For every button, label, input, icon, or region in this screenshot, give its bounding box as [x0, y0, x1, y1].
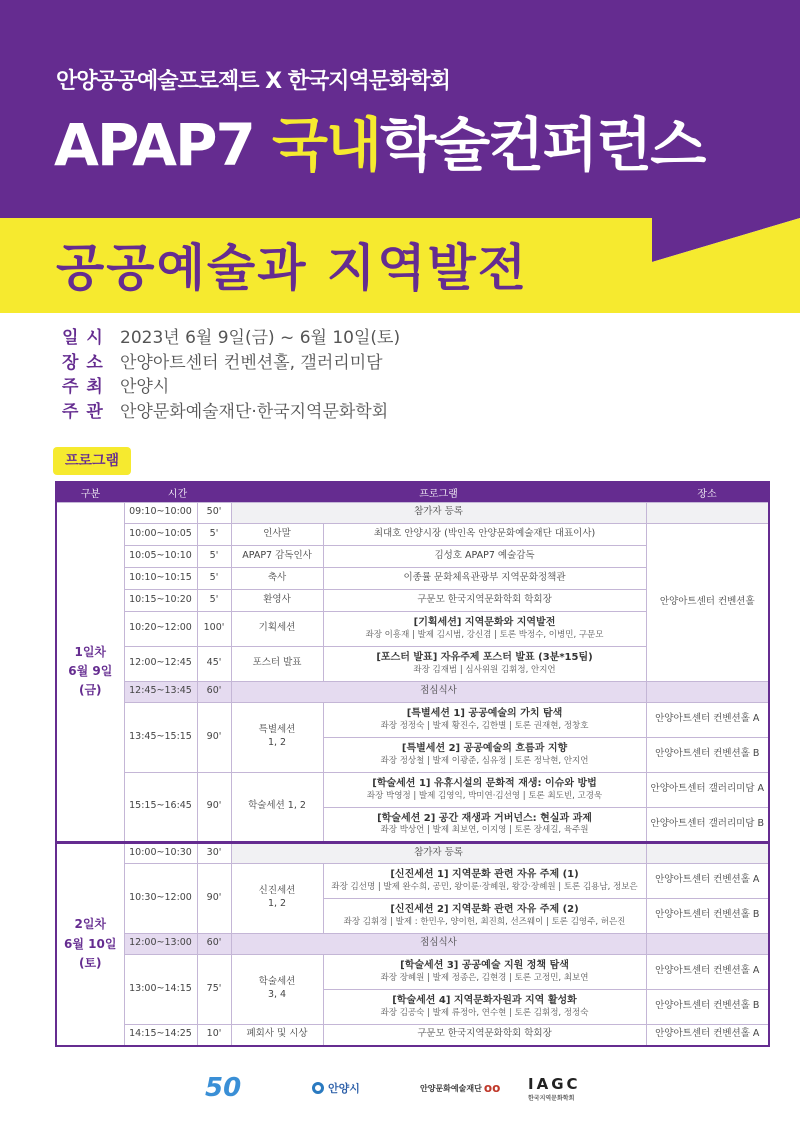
session-title: [학술세션 3] 공공예술 지원 정책 탐색	[400, 960, 569, 972]
header-division: 구분	[56, 482, 124, 502]
duration-cell: 45'	[197, 646, 231, 681]
time-cell: 13:00~14:15	[124, 954, 197, 1024]
session-title: [신진세션 1] 지역문화 관련 자유 주제 (1)	[390, 869, 579, 881]
session-title: 최대호 안양시장 (박인옥 안양문화예술재단 대표이사)	[373, 527, 596, 539]
lunch-row	[56, 681, 769, 702]
session-detail: 좌장 김재범 | 심사위원 김휘정, 안지언	[413, 664, 556, 675]
event-subtitle: 안양공공예술프로젝트 X 한국지역문화학회	[56, 69, 450, 94]
table-row	[56, 772, 769, 807]
session-title: 구문모 한국지역문화학회 학회장	[417, 593, 552, 605]
day-label-line: 1일차	[74, 644, 107, 659]
session-detail: 좌장 이흥재 | 발제 김시범, 강신겸 | 토론 박정수, 이병민, 구문모	[365, 629, 604, 640]
info-date: 일시 2023년 6월 9일(금) ~ 6월 10일(토)	[62, 328, 401, 348]
program-table	[55, 481, 770, 1047]
time-cell: 10:00~10:05	[124, 523, 197, 545]
table-row	[56, 523, 769, 545]
session-title: 이종률 문화체육관광부 지역문화정책관	[403, 571, 566, 583]
session-title: [신진세션 2] 지역문화 관련 자유 주제 (2)	[390, 904, 579, 916]
table-header	[56, 482, 769, 502]
venue-cell	[646, 933, 769, 954]
iagc-logo: IAGC 한국지역문화학회	[528, 1074, 581, 1102]
anyang-city-logo: 안양시	[312, 1070, 360, 1106]
venue-cell: 안양아트센터 컨벤션홀 A	[646, 954, 769, 989]
duration-cell: 90'	[197, 772, 231, 842]
time-cell: 10:20~12:00	[124, 611, 197, 646]
session-title: 구문모 한국지역문화학회 학회장	[417, 1028, 552, 1040]
lunch-cell: 점심식사	[231, 681, 646, 702]
venue-cell	[646, 842, 769, 863]
time-cell: 12:45~13:45	[124, 681, 197, 702]
duration-cell: 5'	[197, 523, 231, 545]
session-title: [포스터 발표] 자유주제 포스터 발표 (3분*15팀)	[376, 652, 593, 664]
session-detail: 좌장 박상언 | 발제 최보연, 이지영 | 토론 장세길, 육주원	[380, 825, 589, 836]
session-title: [특별세션 2] 공공예술의 흐름과 지향	[401, 743, 568, 755]
venue-cell: 안양아트센터 컨벤션홀 B	[646, 737, 769, 772]
day-label-line: (금)	[78, 683, 102, 698]
duration-cell: 5'	[197, 545, 231, 567]
time-cell: 10:00~10:30	[124, 842, 197, 863]
venue-cell: 안양아트센터 컨벤션홀 B	[646, 898, 769, 933]
venue-cell: 안양아트센터 갤러리미담 B	[646, 807, 769, 842]
time-cell: 12:00~13:00	[124, 933, 197, 954]
lunch-row	[56, 933, 769, 954]
duration-cell: 60'	[197, 681, 231, 702]
theme-title: 공공예술과 지역발전	[56, 239, 529, 297]
category-cell: APAP7 감독인사	[231, 545, 323, 567]
table-row	[56, 702, 769, 737]
session-title: [학술세션 2] 공간 재생과 거버넌스: 현실과 과제	[377, 812, 592, 824]
session-cell	[323, 863, 646, 898]
day-label-line: 2일차	[74, 917, 107, 932]
session-cell	[323, 898, 646, 933]
session-cell	[323, 611, 646, 646]
venue-cell: 안양아트센터 컨벤션홀 A	[646, 702, 769, 737]
session-cell	[323, 772, 646, 807]
foundation-logo: 안양문화예술재단 oo	[420, 1081, 501, 1095]
time-cell: 09:10~10:00	[124, 502, 197, 523]
duration-cell: 5'	[197, 567, 231, 589]
category-cell: 신진세션 1, 2	[231, 863, 323, 933]
program-badge: 프로그램	[53, 447, 131, 475]
day-label-line: 6월 9일	[68, 663, 113, 678]
duration-cell: 50'	[197, 502, 231, 523]
session-cell	[323, 807, 646, 842]
time-cell: 13:45~15:15	[124, 702, 197, 772]
duration-cell: 60'	[197, 933, 231, 954]
session-title: [학술세션 4] 지역문화자원과 지역 활성화	[392, 995, 577, 1007]
day-label	[56, 842, 124, 1046]
time-cell: 10:15~10:20	[124, 589, 197, 611]
session-cell	[323, 989, 646, 1024]
venue-cell: 안양아트센터 컨벤션홀 B	[646, 989, 769, 1024]
duration-cell: 90'	[197, 863, 231, 933]
time-cell: 12:00~12:45	[124, 646, 197, 681]
info-organizer: 주관 안양문화예술재단·한국지역문화학회	[62, 401, 389, 422]
day-label-line: (토)	[78, 955, 102, 970]
duration-cell: 75'	[197, 954, 231, 1024]
duration-cell: 90'	[197, 702, 231, 772]
session-cell	[323, 737, 646, 772]
session-detail: 좌장 박영정 | 발제 김영익, 박미연·김선영 | 토론 최도빈, 고경욱	[366, 790, 603, 801]
time-cell: 10:05~10:10	[124, 545, 197, 567]
duration-cell: 5'	[197, 589, 231, 611]
info-host: 주최 안양시	[62, 377, 170, 397]
info-venue: 장소 안양아트센터 컨벤션홀, 갤러리미담	[62, 352, 383, 373]
registration-cell: 참가자 등록	[231, 502, 646, 523]
header-time: 시간	[124, 482, 231, 502]
header-program: 프로그램	[231, 482, 646, 502]
time-cell: 10:10~10:15	[124, 567, 197, 589]
registration-row	[56, 842, 769, 863]
category-cell: 학술세션 3, 4	[231, 954, 323, 1024]
duration-cell: 30'	[197, 842, 231, 863]
session-detail: 좌장 정상철 | 발제 이광준, 심유정 | 토론 정낙현, 안지언	[380, 755, 589, 766]
category-cell: 포스터 발표	[231, 646, 323, 681]
session-title: 김성호 APAP7 예술감독	[434, 549, 535, 561]
title-conference: 학술컨퍼런스	[380, 111, 705, 179]
table-row	[56, 863, 769, 898]
category-cell: 기획세션	[231, 611, 323, 646]
session-detail: 좌장 김선명 | 발제 완수희, 공민, 왕이룬·장혜원, 왕강·장혜원 | 토론 김용남, 정보은	[331, 881, 638, 892]
session-cell	[323, 954, 646, 989]
category-cell: 특별세션 1, 2	[231, 702, 323, 772]
table-row	[56, 954, 769, 989]
header-venue: 장소	[646, 482, 769, 502]
day-label	[56, 502, 124, 842]
event-title	[54, 98, 704, 182]
duration-cell: 10'	[197, 1024, 231, 1046]
time-cell: 14:15~14:25	[124, 1024, 197, 1046]
duration-cell: 100'	[197, 611, 231, 646]
category-cell: 폐회사 및 시상	[231, 1024, 323, 1046]
session-detail: 좌장 정정숙 | 발제 황진수, 김한별 | 토론 권재현, 정창호	[380, 720, 589, 731]
session-title: [기획세션] 지역문화와 지역발전	[413, 617, 556, 629]
session-cell	[323, 1024, 646, 1046]
session-cell	[323, 567, 646, 589]
session-cell	[323, 545, 646, 567]
anniversary-logo: 50	[205, 1073, 242, 1103]
session-cell	[323, 702, 646, 737]
session-detail: 좌장 김공숙 | 발제 류정아, 연수현 | 토론 김휘정, 정정숙	[380, 1007, 589, 1018]
day-label-line: 6월 10일	[64, 936, 117, 951]
session-cell	[323, 646, 646, 681]
venue-cell	[646, 502, 769, 523]
venue-cell: 안양아트센터 컨벤션홀 A	[646, 1024, 769, 1046]
session-title: [학술세션 1] 유휴시설의 문화적 재생: 이슈와 방법	[372, 778, 597, 790]
title-apap7: APAP7	[54, 111, 273, 179]
venue-cell: 안양아트센터 컨벤션홀 A	[646, 863, 769, 898]
category-cell: 환영사	[231, 589, 323, 611]
session-detail: 좌장 김휘정 | 발제 : 한민우, 양이헌, 최진희, 선즈웨이 | 토론 김영주, 허은진	[343, 916, 626, 927]
circles-icon: oo	[483, 1081, 501, 1095]
venue-cell	[646, 681, 769, 702]
table-row	[56, 1024, 769, 1046]
globe-icon	[312, 1082, 324, 1094]
lunch-cell: 점심식사	[231, 933, 646, 954]
session-detail: 좌장 장혜원 | 발제 정종은, 김현경 | 토론 고정민, 최보연	[380, 972, 589, 983]
registration-row	[56, 502, 769, 523]
category-cell: 축사	[231, 567, 323, 589]
session-title: [특별세션 1] 공공예술의 가치 탐색	[406, 708, 563, 720]
venue-cell: 안양아트센터 갤러리미담 A	[646, 772, 769, 807]
venue-cell: 안양아트센터 컨벤션홀	[646, 523, 769, 681]
session-cell	[323, 589, 646, 611]
category-cell: 학술세션 1, 2	[231, 772, 323, 842]
event-info	[62, 326, 400, 424]
registration-cell: 참가자 등록	[231, 842, 646, 863]
title-domestic: 국내	[272, 111, 381, 179]
category-cell: 인사말	[231, 523, 323, 545]
time-cell: 15:15~16:45	[124, 772, 197, 842]
session-cell	[323, 523, 646, 545]
time-cell: 10:30~12:00	[124, 863, 197, 933]
sponsor-logos	[0, 1070, 800, 1110]
